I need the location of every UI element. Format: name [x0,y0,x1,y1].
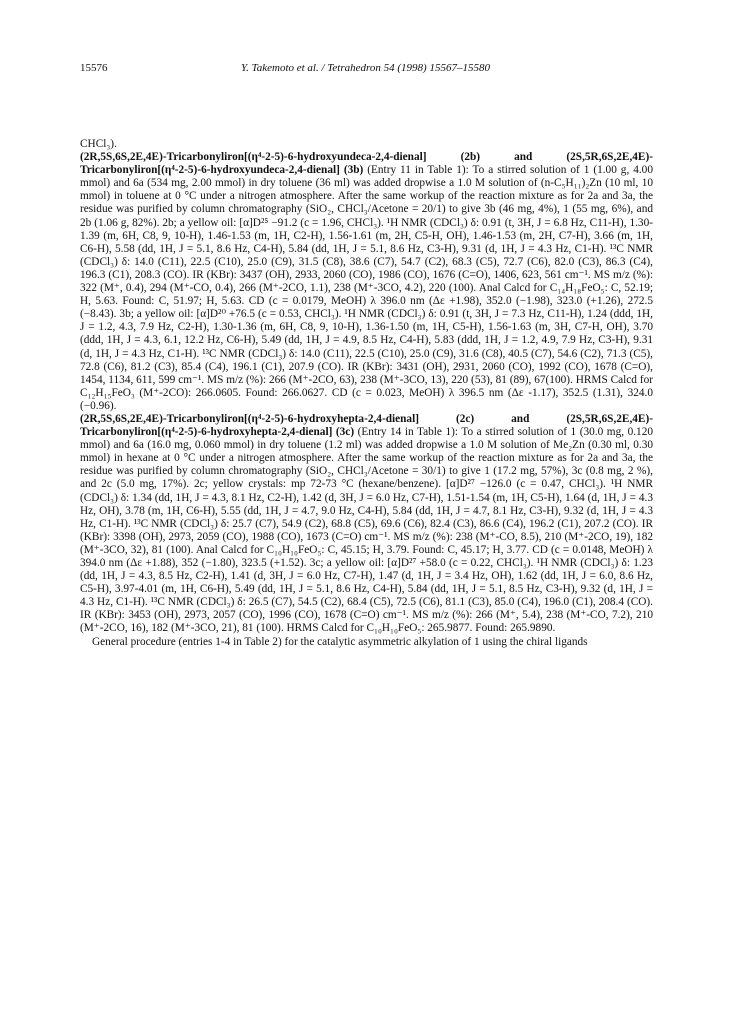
experimental-text-2c-3c: (Entry 14 in Table 1): To a stirred solution of 1 (30.0 mg, 0.120 mmol) and 6a (16.0 mg, 0.060 mmol) in dry toluene (1.2 ml) was added dropwise a 1.0 M solution of Me₂Zn (0.30 ml, 0.30 mmol) in hexane at 0 °C under a nitrogen atmosphere. After the same workup of the reaction mixture as for 2a and 3a, the residue was purified by column chromatography (SiO₂, CHCl₃/Acetone = 30/1) to give 1 (17.2 mg, 57%), 3c (0.8 mg, 2 %), and 2c (5.0 mg, 17%). 2c; yellow crystals: mp 72-73 °C (hexane/benzene). [α]D²⁷ −126.0 (c = 0.47, CHCl₃). ¹H NMR (CDCl₃) δ: 1.34 (dd, 1H, J = 4.3, 8.1 Hz, C2-H), 1.42 (d, 3H, J = 6.0 Hz, C7-H), 1.51-1.54 (m, 1H, C5-H), 1.64 (d, 1H, J = 4.3 Hz, OH), 3.78 (m, 1H, C6-H), 5.55 (dd, 1H, J = 4.7, 9.0 Hz, C4-H), 5.84 (dd, 1H, J = 4.7, 8.1 Hz, C3-H), 9.32 (d, 1H, J = 4.3 Hz, C1-H). ¹³C NMR (CDCl₃) δ: 25.7 (C7), 54.9 (C2), 68.8 (C5), 69.6 (C6), 82.4 (C3), 86.6 (C4), 196.2 (C1), 207.2 (CO). IR (KBr): 3398 (OH), 2973, 2059 (CO), 1988 (CO), 1673 (C=O) cm⁻¹. MS m/z (%): 238 (M⁺-CO, 8.5), 210 (M⁺-2CO, 19), 182 (M⁺-3CO, 32), 81 (100). Anal Calcd for C₁₀H₁₀FeO₅: C, 45.15; H, 3.79. Found: C, 45.17; H, 3.77. CD (c = 0.0148, MeOH) λ 394.0 nm (Δε +1.88), 352 (−1.80), 323.5 (+1.52). 3c; a yellow oil: [α]D²⁷ +58.0 (c = 0.22, CHCl₃). ¹H NMR (CDCl₃) δ: 1.23 (dd, 1H, J = 4.3, 8.5 Hz, C2-H), 1.41 (d, 3H, J = 6.0 Hz, C7-H), 1.47 (d, 1H, J = 3.4 Hz, OH), 1.62 (dd, 1H, J = 6.0, 8.6 Hz, C5-H), 3.97-4.01 (m, 1H, C6-H), 5.49 (dd, 1H, J = 5.1, 8.6 Hz, C4-H), 5.84 (dd, 1H, J = 5.1, 8.5 Hz, C3-H), 9.32 (d, 1H, J = 4.3 Hz, C1-H). ¹³C NMR (CDCl₃) δ: 26.5 (C7), 54.5 (C2), 68.4 (C5), 72.5 (C6), 81.1 (C3), 85.0 (C4), 196.0 (C1), 208.4 (CO). IR (KBr): 3453 (OH), 2973, 2057 (CO), 1996 (CO), 1678 (C=O) cm⁻¹. MS m/z (%): 266 (M⁺, 5.4), 238 (M⁺-CO, 7.2), 210 (M⁺-2CO, 16), 182 (M⁺-3CO, 21), 81 (100). HRMS Calcd for C₁₀H₁₀FeO₅: 265.9877. Found: 265.9890. [80,426,654,635]
article-body [80,138,653,649]
paragraph-compounds-2b-3b [80,151,653,413]
paragraph-general-procedure: General procedure (entries 1-4 in Table 2) for the catalytic asymmetric alkylation of 1 using the chiral ligands [92,635,588,648]
compound-title-2b-3b: (2R,5S,6S,2E,4E)-Tricarbonyliron[(η⁴-2-5)-6-hydroxyundeca-2,4-dienal] (2b) and (2S,5R,6S,2E,4E)-Tricarbonyliron[(η⁴-2-5)-6-hydroxyundeca-2,4-dienal] (3b) [80,151,653,177]
experimental-text-2b-3b: (Entry 11 in Table 1): To a stirred solution of 1 (1.00 g, 4.00 mmol) and 6a (534 mg, 2.00 mmol) in dry toluene (36 ml) was added dropwise a 1.0 M solution of (n-C₅H₁₁)₂Zn (10 ml, 10 mmol) in toluene at 0 °C under a nitrogen atmosphere. After the same workup of the reaction mixture as for 2a and 3a, the residue was purified by column chromatography (SiO₂, CHCl₃/Acetone = 20/1) to give 3b (46 mg, 4%), 1 (55 mg, 6%), and 2b (1.06 g, 82%). 2b; a yellow oil: [α]D²⁵ −91.2 (c = 1.96, CHCl₃). ¹H NMR (CDCl₃) δ: 0.91 (t, 3H, J = 6.8 Hz, C11-H), 1.30-1.39 (m, 6H, C8, 9, 10-H), 1.46-1.53 (m, 1H, C2-H), 1.56-1.61 (m, 2H, C5-H, OH), 1.46-1.53 (m, 2H, C7-H), 3.66 (m, 1H, C6-H), 5.58 (dd, 1H, J = 5.1, 8.6 Hz, C4-H), 5.84 (dd, 1H, J = 5.1, 8.6 Hz, C3-H), 9.31 (d, 1H, J = 4.3 Hz, C1-H). ¹³C NMR (CDCl₃) δ: 14.0 (C11), 22.5 (C10), 25.0 (C9), 31.5 (C8), 38.6 (C7), 54.7 (C2), 68.3 (C5), 72.7 (C6), 82.0 (C3), 86.3 (C4), 196.3 (C1), 208.3 (CO). IR (KBr): 3437 (OH), 2933, 2060 (CO), 1986 (CO), 1676 (C=O), 1406, 623, 561 cm⁻¹. MS m/z (%): 322 (M⁺, 0.4), 294 (M⁺-CO, 0.4), 266 (M⁺-2CO, 1.1), 238 (M⁺-3CO, 4.2), 220 (100). Anal Calcd for C₁₄H₁₈FeO₅: C, 52.19; H, 5.63. Found: C, 51.97; H, 5.63. CD (c = 0.0179, MeOH) λ 396.0 nm (Δε +1.98), 352.0 (−1.98), 323.0 (+1.26), 272.5 (−8.43). 3b; a yellow oil: [α]D²⁰ +76.5 (c = 0.53, CHCl₃). ¹H NMR (CDCl₃) δ: 0.91 (t, 3H, J = 7.3 Hz, C11-H), 1.24 (ddd, 1H, J = 1.2, 4.3, 7.9 Hz, C2-H), 1.30-1.36 (m, 6H, C8, 9, 10-H), 1.36-1.50 (m, 1H, C5-H), 1.56-1.63 (m, 3H, C7-H, OH), 3.70 (ddd, 1H, J = 4.3, 6.1, 12.2 Hz, C6-H), 5.49 (dd, 1H, J = 4.9, 8.5 Hz, C4-H), 5.83 (ddd, 1H, J = 1.2, 4.9, 7.9 Hz, C3-H), 9.31 (d, 1H, J = 4.3 Hz, C1-H). ¹³C NMR (CDCl₃) δ: 14.0 (C11), 22.5 (C10), 25.0 (C9), 31.6 (C8), 40.5 (C7), 54.6 (C2), 71.3 (C5), 72.8 (C6), 81.2 (C3), 85.4 (C4), 196.1 (C1), 207.9 (CO). IR (KBr): 3431 (OH), 2931, 2060 (CO), 1992 (CO), 1678 (C=O), 1454, 1134, 611, 599 cm⁻¹. MS m/z (%): 266 (M⁺-2CO, 63), 238 (M⁺-3CO, 13), 220 (53), 81 (89), 67(100). HRMS Calcd for C₁₂H₁₅FeO₃ (M⁺-2CO): 266.0605. Found: 266.0627. CD (c = 0.023, MeOH) λ 396.5 nm (Δε -1.17), 352.5 (1.31), 324.0 (−0.96). [80,164,653,412]
paragraph-continuation: CHCl₃). [80,138,117,150]
running-head: Y. Takemoto et al. / Tetrahedron 54 (1998) 15567–15580 [241,62,490,74]
page-header [80,62,651,78]
paragraph-compounds-2c-3c [80,413,653,636]
compound-title-2c-3c: (2R,5S,6S,2E,4E)-Tricarbonyliron[(η⁴-2-5)-6-hydroxyhepta-2,4-dienal] (2c) and (2S,5R,6S,2E,4E)-Tricarbonyliron[(η⁴-2-5)-6-hydroxyhepta-2,4-dienal] (3c) [80,412,653,439]
page-number: 15576 [80,62,108,74]
